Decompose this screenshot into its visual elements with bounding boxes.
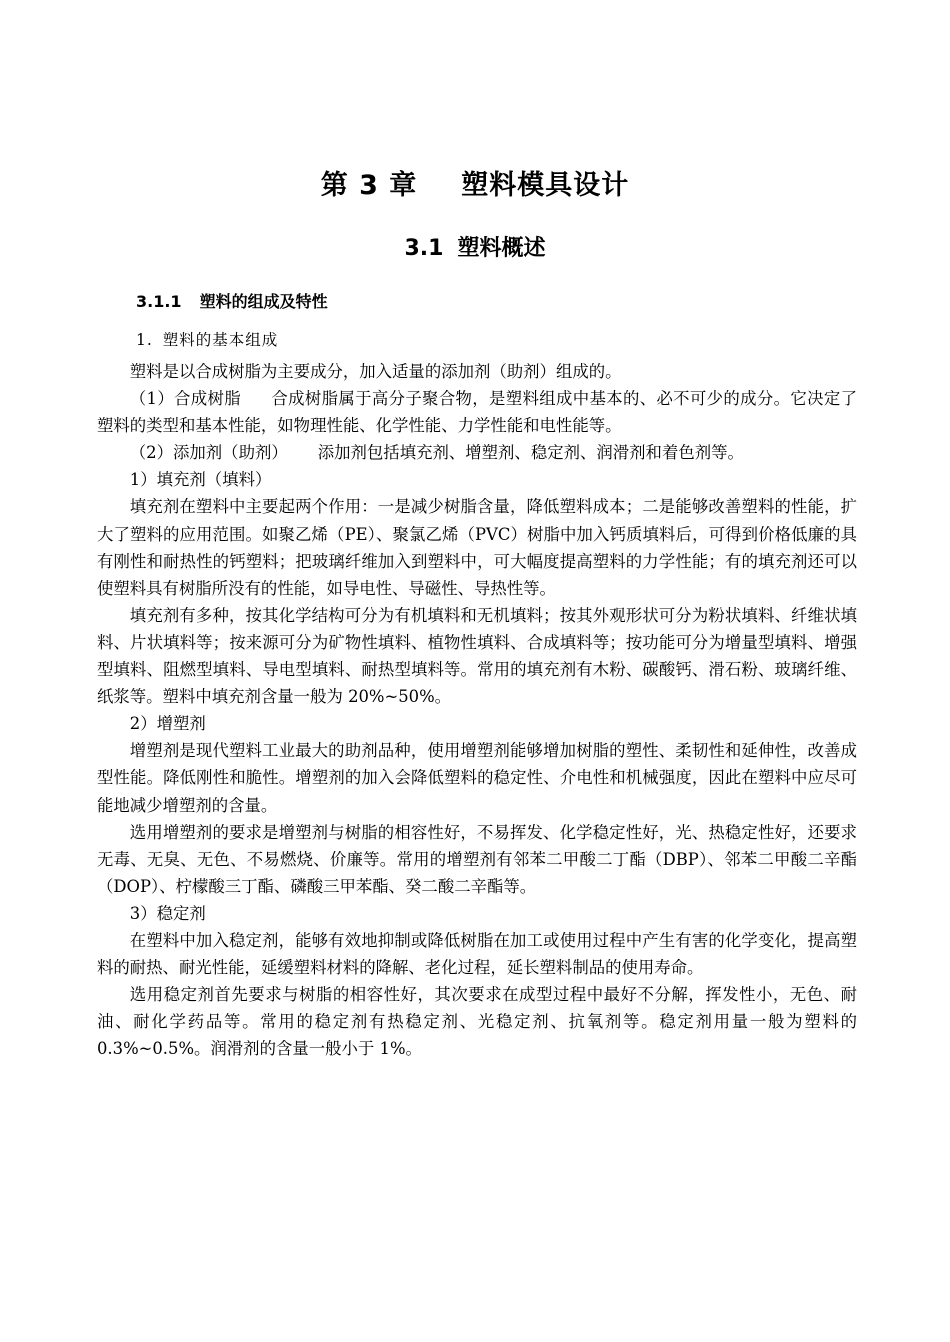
basic-title: 塑料的基本组成 <box>162 331 279 349</box>
plasticizer-heading: 2）增塑剂 <box>129 714 206 734</box>
resin-paragraph <box>97 385 857 439</box>
chapter-number: 第 3 章 <box>320 170 418 201</box>
filler-paragraph-1: 填充剂在塑料中主要起两个作用：一是减少树脂含量，降低塑料成本；二是能够改善塑料的性能，扩大了塑料的应用范围。如聚乙烯（PE）、聚氯乙烯（PVC）树脂中加入钙质填料后，可得到价格低廉的具有刚性和耐热性的钙塑料；把玻璃纤维加入到塑料中，可大幅度提高塑料的力学性能；有的填充剂还可以使塑料具有树脂所没有的性能，如导电性、导磁性、导热性等。 <box>97 497 857 598</box>
filler-heading: 1）填充剂（填料） <box>129 470 272 490</box>
intro-paragraph: 塑料是以合成树脂为主要成分，加入适量的添加剂（助剂）组成的。 <box>129 362 622 381</box>
resin-label: （1）合成树脂 <box>129 389 242 409</box>
additive-paragraph <box>97 439 857 466</box>
stabilizer-heading: 3）稳定剂 <box>129 903 206 923</box>
section-name: 塑料概述 <box>457 236 546 261</box>
section-number: 3.1 <box>404 236 444 261</box>
additive-label: （2）添加剂（助剂） <box>129 443 288 463</box>
basic-composition-heading <box>136 328 278 350</box>
subsection-name: 塑料的组成及特性 <box>199 292 328 311</box>
chapter-name: 塑料模具设计 <box>461 170 630 201</box>
section-title <box>0 231 950 262</box>
subsection-number: 3.1.1 <box>136 292 182 311</box>
body-text <box>97 358 857 1062</box>
subsection-title <box>136 289 328 312</box>
filler-paragraph-2: 填充剂有多种，按其化学结构可分为有机填料和无机填料；按其外观形状可分为粉状填料、纤维状填料、片状填料等；按来源可分为矿物性填料、植物性填料、合成填料等；按功能可分为增量型填料、增强型填料、阻燃型填料、导电型填料、耐热型填料等。常用的填充剂有木粉、碳酸钙、滑石粉、玻璃纤维、纸浆等。塑料中填充剂含量一般为 20%~50%。 <box>97 605 857 707</box>
resin-text: 合成树脂属于高分子聚合物，是塑料组成中基本的、必不可少的成分。它决定了塑料的类型和基本性能，如物理性能、化学性能、力学性能和电性能等。 <box>97 389 857 436</box>
basic-number: 1. <box>136 331 153 349</box>
chapter-title <box>0 163 950 202</box>
stabilizer-paragraph-2: 选用稳定剂首先要求与树脂的相容性好，其次要求在成型过程中最好不分解，挥发性小，无色、耐油、耐化学药品等。常用的稳定剂有热稳定剂、光稳定剂、抗氧剂等。稳定剂用量一般为塑料的 0.3%~0.5%。润滑剂的含量一般小于 1%。 <box>97 985 857 1059</box>
plasticizer-paragraph-1: 增塑剂是现代塑料工业最大的助剂品种，使用增塑剂能够增加树脂的塑性、柔韧性和延伸性，改善成型性能。降低刚性和脆性。增塑剂的加入会降低塑料的稳定性、介电性和机械强度，因此在塑料中应尽可能地减少增塑剂的含量。 <box>97 741 857 815</box>
stabilizer-paragraph-1: 在塑料中加入稳定剂，能够有效地抑制或降低树脂在加工或使用过程中产生有害的化学变化，提高塑料的耐热、耐光性能，延缓塑料材料的降解、老化过程，延长塑料制品的使用寿命。 <box>97 930 857 978</box>
additive-text: 添加剂包括填充剂、增塑剂、稳定剂、润滑剂和着色剂等。 <box>317 443 744 463</box>
plasticizer-paragraph-2: 选用增塑剂的要求是增塑剂与树脂的相容性好，不易挥发、化学稳定性好，光、热稳定性好，还要求无毒、无臭、无色、不易燃烧、价廉等。常用的增塑剂有邻苯二甲酸二丁酯（DBP）、邻苯二甲酸二辛酯（DOP）、柠檬酸三丁酯、磷酸三甲苯酯、癸二酸二辛酯等。 <box>97 822 857 896</box>
